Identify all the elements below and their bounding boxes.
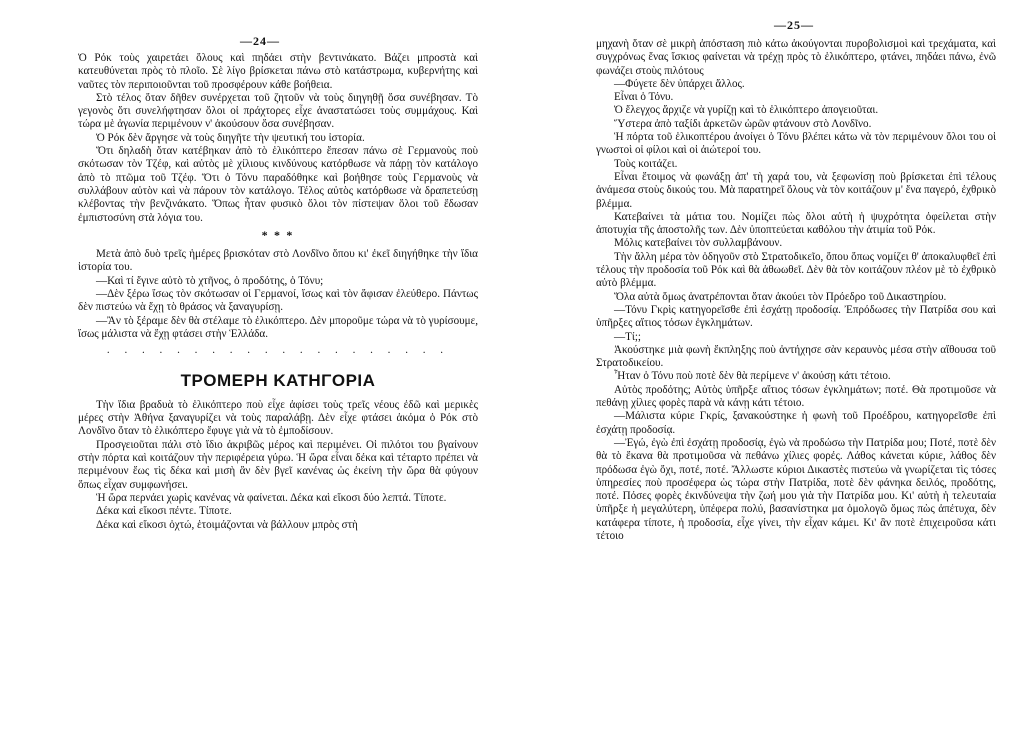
paragraph: Τοὺς κοιτάζει.	[614, 157, 678, 170]
page-number-right: —25—	[774, 18, 814, 32]
paragraph: Ὁ Ρόκ δὲν ἄργησε νὰ τοὺς διηγῆτε τὴν ψευτική του ἱστορία.	[96, 131, 365, 144]
paragraph: Κατεβαίνει τὰ μάτια του. Νομίζει πὼς ὅλοι αὐτὴ ἡ ψυχρότητα ὀφείλεται στὴν ἀποτυχία τῆς ἀποστολῆς των. Δὲν ὑποπτεύεται καθόλου τὴν ἀτιμία τοῦ Ρόκ.	[596, 210, 996, 237]
paragraph: Τὴν ἴδια βραδυὰ τὸ ἑλικόπτερο ποὺ εἶχε ἀφίσει τοὺς τρεῖς νέους ἐδῶ καὶ μερικὲς μέρες στὴν Ἀθήνα ξαναγυρίζει νὰ τοὺς παραλάβῃ. Δὲν εἶχε φτάσει ἀκόμα ὁ Ρόκ στὸ Λονδῖνο ὅταν τὸ ἑλικόπτερο ἔφυγε γιὰ νὰ τὸ ἐμποδίσουν.	[78, 398, 478, 438]
paragraph: Δέκα καὶ εἴκοσι πέντε. Τίποτε.	[96, 505, 232, 518]
paragraph: —Τόνυ Γκρὶς κατηγορεῖσθε ἐπὶ ἐσχάτῃ προδοσίᾳ. Ἐπρόδωσες τὴν Πατρίδα σου καὶ ὑπῆρξες αἴτιος τόσων ἐγκλημάτων.	[596, 303, 996, 330]
paragraph: Ἡ ὥρα περνάει χωρὶς κανένας νὰ φαίνεται. Δέκα καὶ εἴκοσι δύο λεπτά. Τίποτε.	[96, 491, 447, 504]
paragraph: Εἶναι ἕτοιμος νὰ φωνάξῃ ἀπ' τὴ χαρά του, νὰ ξεφωνίσῃ ποὺ βρίσκεται ἐπὶ τέλους ἀνάμεσα στοὺς δικούς του. Μὰ παρατηρεῖ ὅλους νὰ τὸν κοιτάζουν μ' ἕνα παγερό, ἐχθρικὸ βλέμμα.	[596, 170, 996, 210]
paragraph: Ὁ ἔλεγχος ἄρχιζε νὰ γυρίζῃ καὶ τὸ ἑλικόπτερο ἀπογειοῦται.	[614, 104, 879, 117]
paragraph: Ὁ Ρόκ τοὺς χαιρετάει ὅλους καὶ πηδάει στὴν βεντινάκατο. Βάζει μπροστὰ καὶ κατευθύνεται πρὸς τὸ πλοῖο. Σὲ λίγο βρίσκεται πάνω στὸ κατάστρωμα, κυβερνήτης καὶ ναῦτες τὸν περιποιοῦνται τοῦ προσφέρουν κάθε βοήθεια.	[78, 52, 478, 91]
paragraph: Ἡ πόρτα τοῦ ἑλικοπτέρου ἀνοίγει ὁ Τόνυ βλέπει κάτω νὰ τὸν περιμένουν ὅλοι του οἱ γνωστοὶ οἱ φίλοι καὶ οἱ ἀιώτεροί του.	[596, 131, 996, 157]
paragraph: —Ἐγώ, ἐγὼ ἐπὶ ἐσχάτῃ προδοσίᾳ, ἐγὼ νὰ προδώσω τὴν Πατρίδα μου; Ποτέ, ποτὲ δὲν θὰ τὸ ἔκανα θὰ προτιμοῦσα νὰ πεθάνω χίλιες φορές. Λάθος κάνεται κύριε, λάθος δὲν πρόδωσα ἐγὼ ὄχι, ποτέ, ποτέ. Ἄλλωστε κύριοι Δικαστὲς πιστεύω νὰ γνωρίζεται τὶς τόσες ὑπηρεσίες ποὺ προσέφερα ὡς τώρα στὴν Πατρίδα, ποτὲ δὲν φάνηκα δειλός, προδότης, ποτέ. Πόσες φορὲς ἐκινδύνεψα τὴν ζωή μου γιὰ τὴν Πατρίδα μου. Κι' αὐτὴ ἡ τελευταία ὑπῆρξε ἡ μεγαλύτερη, ὑπέφερα πολύ, βασανίστηκα μα ὁμολογῶ ὅμως πὼς ἀπέτυχα, δὲν κατάφερα τίποτε, ἡ προδοσία, εἶχε γίνει, τὴν εἶχαν κάμει. Κι' ἂν ποτὲ ἐπιχειροῦσα κάτι τέτοιο	[596, 436, 996, 542]
dotted-separator: . . . . . . . . . . . . . . . . . . . .	[106, 344, 450, 357]
paragraph: Στὸ τέλος ὅταν δῆθεν συνέρχεται τοῦ ζητοῦν νὰ τοὺς διηγηθῇ ὅσα συνέβησαν. Τὸ γεγονὸς ὅτι συνελήφτησαν ὅλοι οἱ πράχτορες εἶχε ἀναστατώσει τοὺς συμμάχους. Καὶ τώρα μὲ ἀγωνία περιμένουν ν' ἀκούσουν ὅσα συνέβησαν.	[78, 91, 478, 131]
right-page-body	[596, 38, 996, 543]
paragraph: Ἀκούστηκε μιὰ φωνὴ ἔκπληξης ποὺ ἀντήχησε σὰν κεραυνὸς μέσα στὴν αἴθουσα τοῦ Στρατοδικείου.	[596, 343, 996, 370]
paragraph: Μόλις κατεβαίνει τὸν συλλαμβάνουν.	[614, 237, 783, 250]
paragraph: —Δὲν ξέρω ἴσως τὸν σκότωσαν οἱ Γερμανοί, ἴσως καὶ τὸν ἄφισαν ἐλεύθερο. Πάντως δὲν πιστεύω νὰ ἔχῃ τὸ θράσος νὰ ξαναγυρίσῃ.	[78, 288, 478, 314]
paragraph: μηχανὴ ὅταν σὲ μικρὴ ἀπόσταση πιὸ κάτω ἀκούγονται πυροβολισμοὶ καὶ τρεχάματα, καὶ συγχρόνως ἕνας ἴσκιος φαίνεται νὰ τρέχῃ πρὸς τὸ ἑλικόπτερο, φτάνει, πηδάει πάνω, ἐνῶ φωνάζει στοὺς πιλότους	[596, 38, 996, 77]
chapter-heading: ΤΡΟΜΕΡΗ ΚΑΤΗΓΟΡΙΑ	[180, 370, 376, 390]
paragraph: Δέκα καὶ εἴκοσι ὀχτώ, ἑτοιμάζονται νὰ βάλλουν μπρὸς στὴ	[96, 518, 358, 531]
section-separator-stars: * * *	[261, 227, 295, 242]
paragraph: —Μάλιστα κύριε Γκρίς, ξανακούστηκε ἡ φωνὴ τοῦ Προέδρου, κατηγορεῖσθε ἐπὶ ἐσχάτῃ προδοσίᾳ.	[596, 410, 996, 436]
paragraph: —Τί;;	[614, 330, 642, 343]
paragraph: Αὐτὸς προδότης; Αὐτὸς ὑπῆρξε αἴτιος τόσων ἐγκλημάτων; ποτέ. Θὰ προτιμοῦσε νὰ πεθάνῃ χίλιες φορὲς παρὰ νὰ κάνῃ κάτι τέτοιο.	[596, 383, 996, 410]
paragraph: Ἦταν ὁ Τόνυ ποὺ ποτὲ δὲν θὰ περίμενε ν' ἀκούσῃ κάτι τέτοιο.	[614, 370, 891, 383]
paragraph: Ὕστερα ἀπὸ ταξίδι ἀρκετῶν ὡρῶν φτάνουν στὸ Λονδῖνο.	[614, 117, 872, 130]
paragraph: —Φύγετε δὲν ὑπάρχει ἄλλος.	[614, 77, 745, 90]
paragraph: —Καὶ τί ἔγινε αὐτὸ τὸ χτῆνος, ὁ προδότης, ὁ Τόνυ;	[96, 274, 324, 287]
paragraph: Τὴν ἄλλη μέρα τὸν ὁδηγοῦν στὸ Στρατοδικεῖο, ὅπου ὅπως νομίζει θ' ἀποκαλυφθεῖ ἐπὶ τέλους τὴν προδοσία τοῦ Ρόκ καὶ θὰ ἀθωωθεῖ. Δὲν θὰ τὸν κοιτάζουν πλέον μὲ τὸ ἐχθρικὸ αὐτὸ βλέμμα.	[596, 250, 996, 290]
page-number-left: —24—	[240, 34, 280, 48]
paragraph: Προσγειοῦται πάλι στὸ ἴδιο ἀκριβῶς μέρος καὶ περιμένει. Οἱ πιλότοι του βγαίνουν στὴν πόρτα καὶ κοιτάζουν τὴν περιφέρεια γύρω. Ἡ ὥρα εἶναι δέκα καὶ τέταρτο πρέπει νὰ περιμένουν ἕως τὶς δέκα καὶ μισὴ ἂν δὲν βγεῖ κανένας ὡς ἐκείνη τὴν ὥρα θὰ φύγουν ὅπως εἶχαν συμφωνήσει.	[78, 438, 478, 491]
paragraph: Ὅτι δηλαδὴ ὅταν κατέβηκαν ἀπὸ τὸ ἑλικόπτερο ἔπεσαν πάνω σὲ Γερμανοὺς ποὺ σκότωσαν τὸν Τζέφ, καὶ αὐτὸς μὲ χίλιους κινδύνους κατόρθωσε νὰ πάρῃ τὸν κατάλογο ἀπὸ τὸ πτῶμα τοῦ Τζέφ. Ὅτι ὁ Τόνυ παραδόθηκε καὶ βοήθησε τοὺς Γερμανοὺς νὰ συλλάβουν αὐτὸν καὶ νὰ πάρουν τὸν κατάλογο. Τέλος αὐτὸς κατόρθωσε νὰ δραπετεύσῃ κλέβοντας τὴν βενζινάκατο. Ὅπως ἦταν φυσικὸ ὅλοι τὸν πίστεψαν ὅλοι τοῦ ἔδωσαν ἐμπιστοσύνη στὰ λόγια του.	[78, 145, 478, 224]
paragraph: —Ἂν τὸ ξέραμε δὲν θὰ στέλαμε τὸ ἑλικόπτερο. Δὲν μποροῦμε τώρα νὰ τὸ γυρίσουμε, ἴσως μάλιστα νὰ ἔχῃ φτάσει στὴν Ἑλλάδα.	[78, 314, 478, 340]
left-page-body	[78, 52, 478, 532]
paragraph: Εἶναι ὁ Τόνυ.	[614, 91, 674, 104]
paragraph: Μετὰ ἀπὸ δυὸ τρεῖς ἡμέρες βρισκόταν στὸ Λονδῖνο ὅπου κι' ἐκεῖ διηγήθηκε τὴν ἴδια ἱστορία του.	[78, 248, 478, 274]
paragraph: Ὅλα αὐτὰ ὅμως ἀνατρέπονται ὅταν ἀκούει τὸν Πρόεδρο τοῦ Δικαστηρίου.	[614, 290, 947, 303]
